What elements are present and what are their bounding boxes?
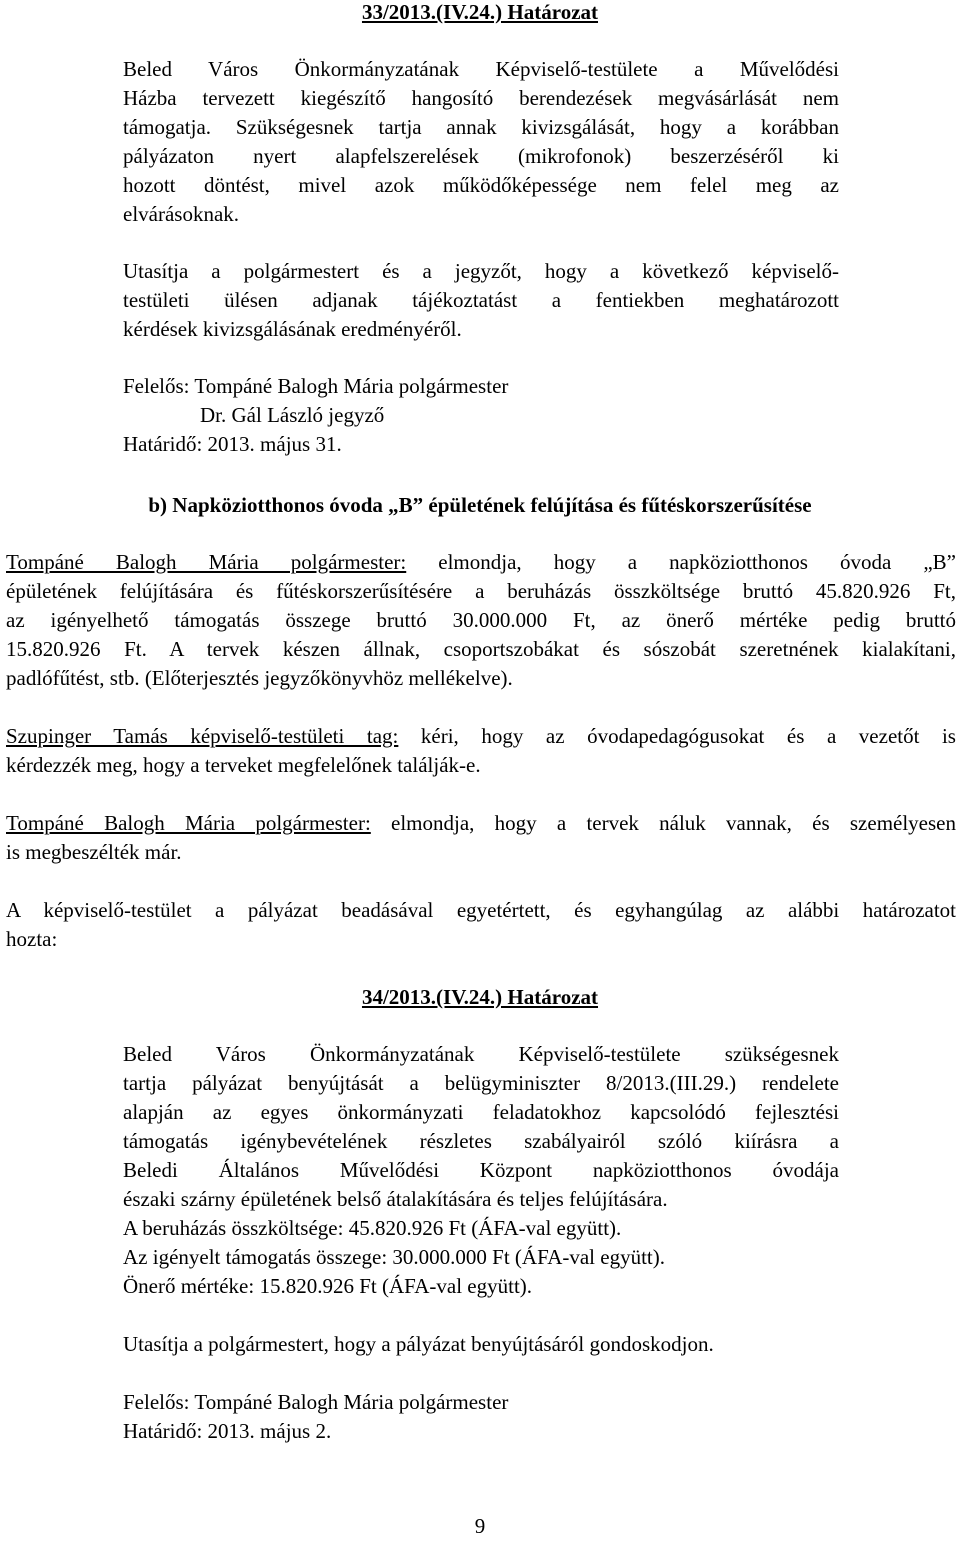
deadline-line: Határidő: 2013. május 2. bbox=[123, 1419, 332, 1443]
responsible-line: Felelős: Tompáné Balogh Mária polgármester bbox=[123, 1390, 509, 1414]
text-line: is megbeszélték már. bbox=[6, 840, 182, 864]
resolution-33-paragraph-1 bbox=[123, 55, 839, 229]
responsible-line: Felelős: Tompáné Balogh Mária polgármester bbox=[123, 374, 509, 398]
text-line: Beledi Általános Művelődési Központ napköziotthonos óvodája bbox=[123, 1158, 839, 1182]
text-line: Utasítja a polgármestert és a jegyzőt, hogy a következő képviselő- bbox=[123, 259, 839, 283]
text-line: padlófűtést, stb. (Előterjesztés jegyzőkönyvhöz mellékelve). bbox=[6, 666, 513, 690]
own-contribution-line: Önerő mértéke: 15.820.926 Ft (ÁFA-val együtt). bbox=[123, 1274, 533, 1298]
resolution-34-paragraph-1 bbox=[123, 1040, 839, 1301]
text-fragment: kéri, hogy az óvodapedagógusokat és a vezetőt is bbox=[398, 724, 956, 748]
deadline-line: Határidő: 2013. május 31. bbox=[123, 432, 342, 456]
resolution-34-responsible bbox=[123, 1388, 839, 1446]
text-line: pályázaton nyert alapfelszerelések (mikrofonok) beszerzéséről ki bbox=[123, 144, 839, 168]
text-line: hozta: bbox=[6, 927, 58, 951]
requested-support-line: Az igényelt támogatás összege: 30.000.000 Ft (ÁFA-val együtt). bbox=[123, 1245, 666, 1269]
section-b-paragraph-2 bbox=[6, 722, 956, 780]
total-cost-line: A beruházás összköltsége: 45.820.926 Ft (ÁFA-val együtt). bbox=[123, 1216, 622, 1240]
page-number: 9 bbox=[474, 1514, 486, 1538]
text-line: épületének felújítására és fűtéskorszerűsítésére a beruházás összköltsége bruttó 45.820.926 Ft, bbox=[6, 579, 956, 603]
resolution-33-paragraph-2 bbox=[123, 257, 839, 344]
text-line: alapján az egyes önkormányzati feladatokhoz kapcsolódó fejlesztési bbox=[123, 1100, 839, 1124]
text-line: Házba tervezett kiegészítő hangosító berendezések megvásárlását nem bbox=[123, 86, 839, 110]
speaker-name: Szupinger Tamás képviselő-testületi tag: bbox=[6, 724, 399, 748]
text-line bbox=[6, 809, 956, 838]
section-b-heading: b) Napköziotthonos óvoda „B” épületének felújítása és fűtéskorszerűsítése bbox=[148, 493, 812, 517]
section-b-paragraph-1 bbox=[6, 548, 956, 693]
text-line: kérdések kivizsgálásának eredményéről. bbox=[123, 317, 462, 341]
text-line: északi szárny épületének belső átalakítására és teljes felújítására. bbox=[123, 1187, 668, 1211]
text-line: az igényelhető támogatás összege bruttó 30.000.000 Ft, az önerő mértéke pedig bruttó bbox=[6, 608, 956, 632]
text-line: A képviselő-testület a pályázat beadásával egyetértett, és egyhangúlag az alábbi határozatot bbox=[6, 898, 956, 922]
text-line: tartja pályázat benyújtását a belügyminiszter 8/2013.(III.29.) rendelete bbox=[123, 1071, 839, 1095]
text-line bbox=[6, 548, 956, 577]
text-line: Beled Város Önkormányzatának Képviselő-testülete a Művelődési bbox=[123, 57, 839, 81]
text-line: Beled Város Önkormányzatának Képviselő-testülete szükségesnek bbox=[123, 1042, 839, 1066]
text-line: Utasítja a polgármestert, hogy a pályázat benyújtásáról gondoskodjon. bbox=[123, 1332, 714, 1356]
resolution-33-title: 33/2013.(IV.24.) Határozat bbox=[361, 0, 599, 24]
text-fragment: elmondja, hogy a tervek náluk vannak, és személyesen bbox=[370, 811, 956, 835]
text-line: testületi ülésen adjanak tájékoztatást a fentiekben meghatározott bbox=[123, 288, 839, 312]
responsible-second-line: Dr. Gál László jegyző bbox=[200, 403, 385, 427]
speaker-name: Tompáné Balogh Mária polgármester: bbox=[6, 811, 371, 835]
text-fragment: elmondja, hogy a napköziotthonos óvoda „B” bbox=[406, 550, 956, 574]
text-line bbox=[6, 722, 956, 751]
resolution-33-responsible bbox=[123, 372, 839, 459]
text-line: támogatás igénybevételének részletes szabályairól szóló kiírásra a bbox=[123, 1129, 839, 1153]
resolution-34-instruction bbox=[123, 1330, 839, 1359]
section-b-paragraph-4 bbox=[6, 896, 956, 954]
section-b-paragraph-3 bbox=[6, 809, 956, 867]
text-line: 15.820.926 Ft. A tervek készen állnak, csoportszobákat és sószobát szeretnének kialakítani, bbox=[6, 637, 956, 661]
resolution-34-title: 34/2013.(IV.24.) Határozat bbox=[361, 985, 599, 1009]
text-line: támogatja. Szükségesnek tartja annak kivizsgálását, hogy a korábban bbox=[123, 115, 839, 139]
text-line: hozott döntést, mivel azok működőképessége nem felel meg az bbox=[123, 173, 839, 197]
text-line: elvárásoknak. bbox=[123, 202, 240, 226]
text-line: kérdezzék meg, hogy a terveket megfelelőnek találják-e. bbox=[6, 753, 481, 777]
speaker-name: Tompáné Balogh Mária polgármester: bbox=[6, 550, 407, 574]
